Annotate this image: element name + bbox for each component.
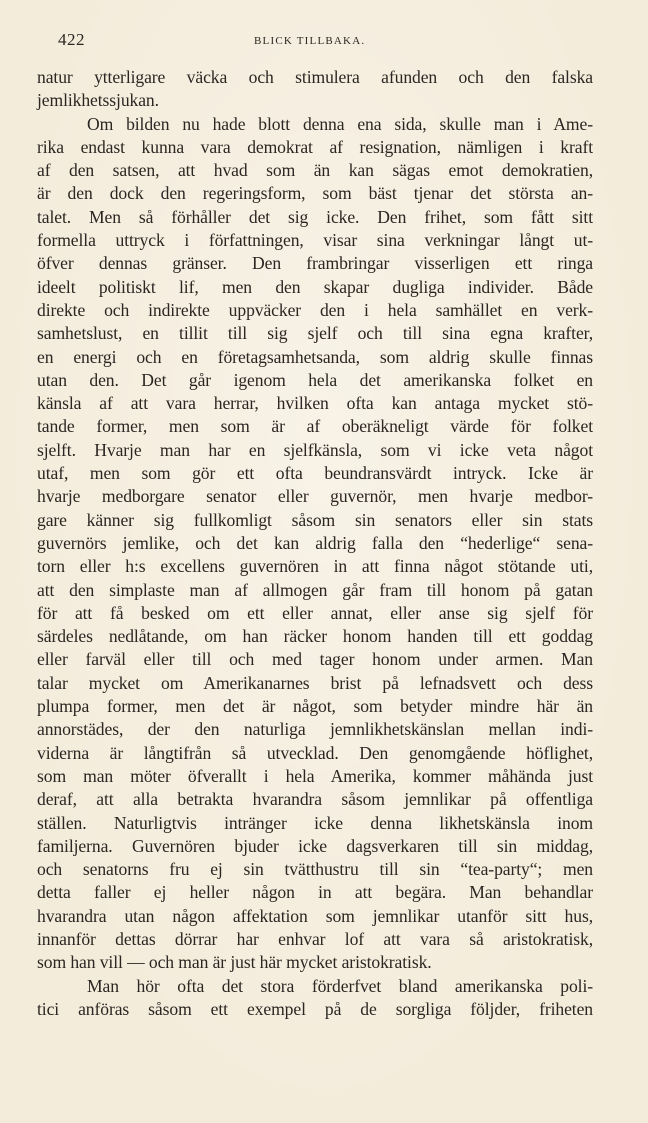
text-line: plumpa former, men det är något, som betyder mindre här än — [37, 696, 593, 717]
text-line: en energi och en företagsamhetsanda, som aldrig skulle finnas — [37, 346, 593, 367]
text-line: utaf, men som gör ett ofta beundransvärdt intryck. Icke är — [37, 463, 593, 484]
page-number: 422 — [58, 30, 85, 49]
text-line: som man möter öfverallt i hela Amerika, kommer måhända just — [37, 765, 593, 786]
text-line: annorstädes, der den naturliga jemnlikhetskänslan mellan indi- — [37, 719, 593, 740]
text-line: hvarje medborgare senator eller guvernör, men hvarje medbor- — [37, 486, 593, 507]
text-line: utan den. Det går igenom hela det amerikanska folket en — [37, 369, 593, 390]
text-line: ställen. Naturligtvis intränger icke denna likhetskänsla inom — [37, 812, 593, 833]
text-line: deraf, att alla betrakta hvarandra såsom jemnlikar på offentliga — [37, 789, 593, 810]
text-line: af den satsen, att hvad som än kan sägas emot demokratien, — [37, 160, 593, 181]
text-line: eller farväl eller till och med tager honom under armen. Man — [37, 649, 593, 670]
text-line: formella uttryck i författningen, visar sina verkningar långt ut- — [37, 230, 593, 251]
paragraph-start-line: Man hör ofta det stora förderfvet bland amerikanska poli- — [87, 975, 593, 996]
text-line: gare känner sig fullkomligt såsom sin senators eller sin stats — [37, 509, 593, 530]
paragraph-start-line: Om bilden nu hade blott denna ena sida, skulle man i Ame- — [87, 113, 593, 134]
text-line: guvernörs jemlike, och det kan aldrig falla den “hederlige“ sena- — [37, 532, 593, 553]
page-header — [36, 30, 612, 54]
text-line: torn eller h:s excellens guvernören in att finna något stötande uti, — [37, 556, 593, 577]
text-line: särdeles nedlåtande, om han räcker honom handen till ett goddag — [37, 626, 593, 647]
text-line: viderna är långtifrån så utvecklad. Den genomgående höflighet, — [37, 742, 593, 763]
text-line: talar mycket om Amerikanarnes brist på lefnadsvett och dess — [37, 672, 593, 693]
text-line: jemlikhetssjukan. — [37, 90, 159, 111]
text-line: öfver dennas gränser. Den frambringar visserligen ett ringa — [37, 253, 593, 274]
text-line: detta faller ej heller någon in att begära. Man behandlar — [37, 882, 593, 903]
body-text — [37, 66, 593, 1021]
text-line: direkte och indirekte uppväcker den i hela samhället en verk- — [37, 299, 593, 320]
text-line: rika endast kunna vara demokrat af resignation, nämligen i kraft — [37, 136, 593, 157]
text-line: som han vill — och man är just här mycket aristokratisk. — [37, 952, 432, 973]
text-line: och senatorns fru ej sin tvätthustru till sin “tea-party“; men — [37, 859, 593, 880]
text-line: känsla af att vara herrar, hvilken ofta kan antaga mycket stö- — [37, 393, 593, 414]
text-line: talet. Men så förhåller det sig icke. Den frihet, som fått sitt — [37, 206, 593, 227]
text-line: natur ytterligare väcka och stimulera afunden och den falska — [37, 67, 593, 87]
running-title: BLICK TILLBAKA. — [254, 35, 366, 47]
text-line: tici anföras såsom ett exempel på de sorgliga följder, friheten — [37, 998, 593, 1019]
text-line: innanför dettas dörrar har enhvar lof att vara så aristokratisk, — [37, 928, 593, 949]
text-line: tande former, men som är af oberäkneligt värde för folket — [37, 416, 593, 437]
text-line: ideelt politiskt lif, men den skapar dugliga individer. Både — [37, 276, 593, 297]
text-line: för att få besked om ett eller annat, eller anse sig sjelf för — [37, 602, 593, 623]
text-line: hvarandra utan någon affektation som jemnlikar utanför sitt hus, — [37, 905, 593, 926]
text-line: sjelft. Hvarje man har en sjelfkänsla, som vi icke veta något — [37, 439, 593, 460]
text-line: att den simplaste man af allmogen går fram till honom på gatan — [37, 579, 593, 600]
text-line: familjerna. Guvernören bjuder icke dagsverkaren till sin middag, — [37, 835, 593, 856]
text-line: samhetslust, en tillit till sig sjelf och till sina egna krafter, — [37, 323, 593, 344]
text-line: är den dock den regeringsform, som bäst tjenar det största an- — [37, 183, 593, 204]
